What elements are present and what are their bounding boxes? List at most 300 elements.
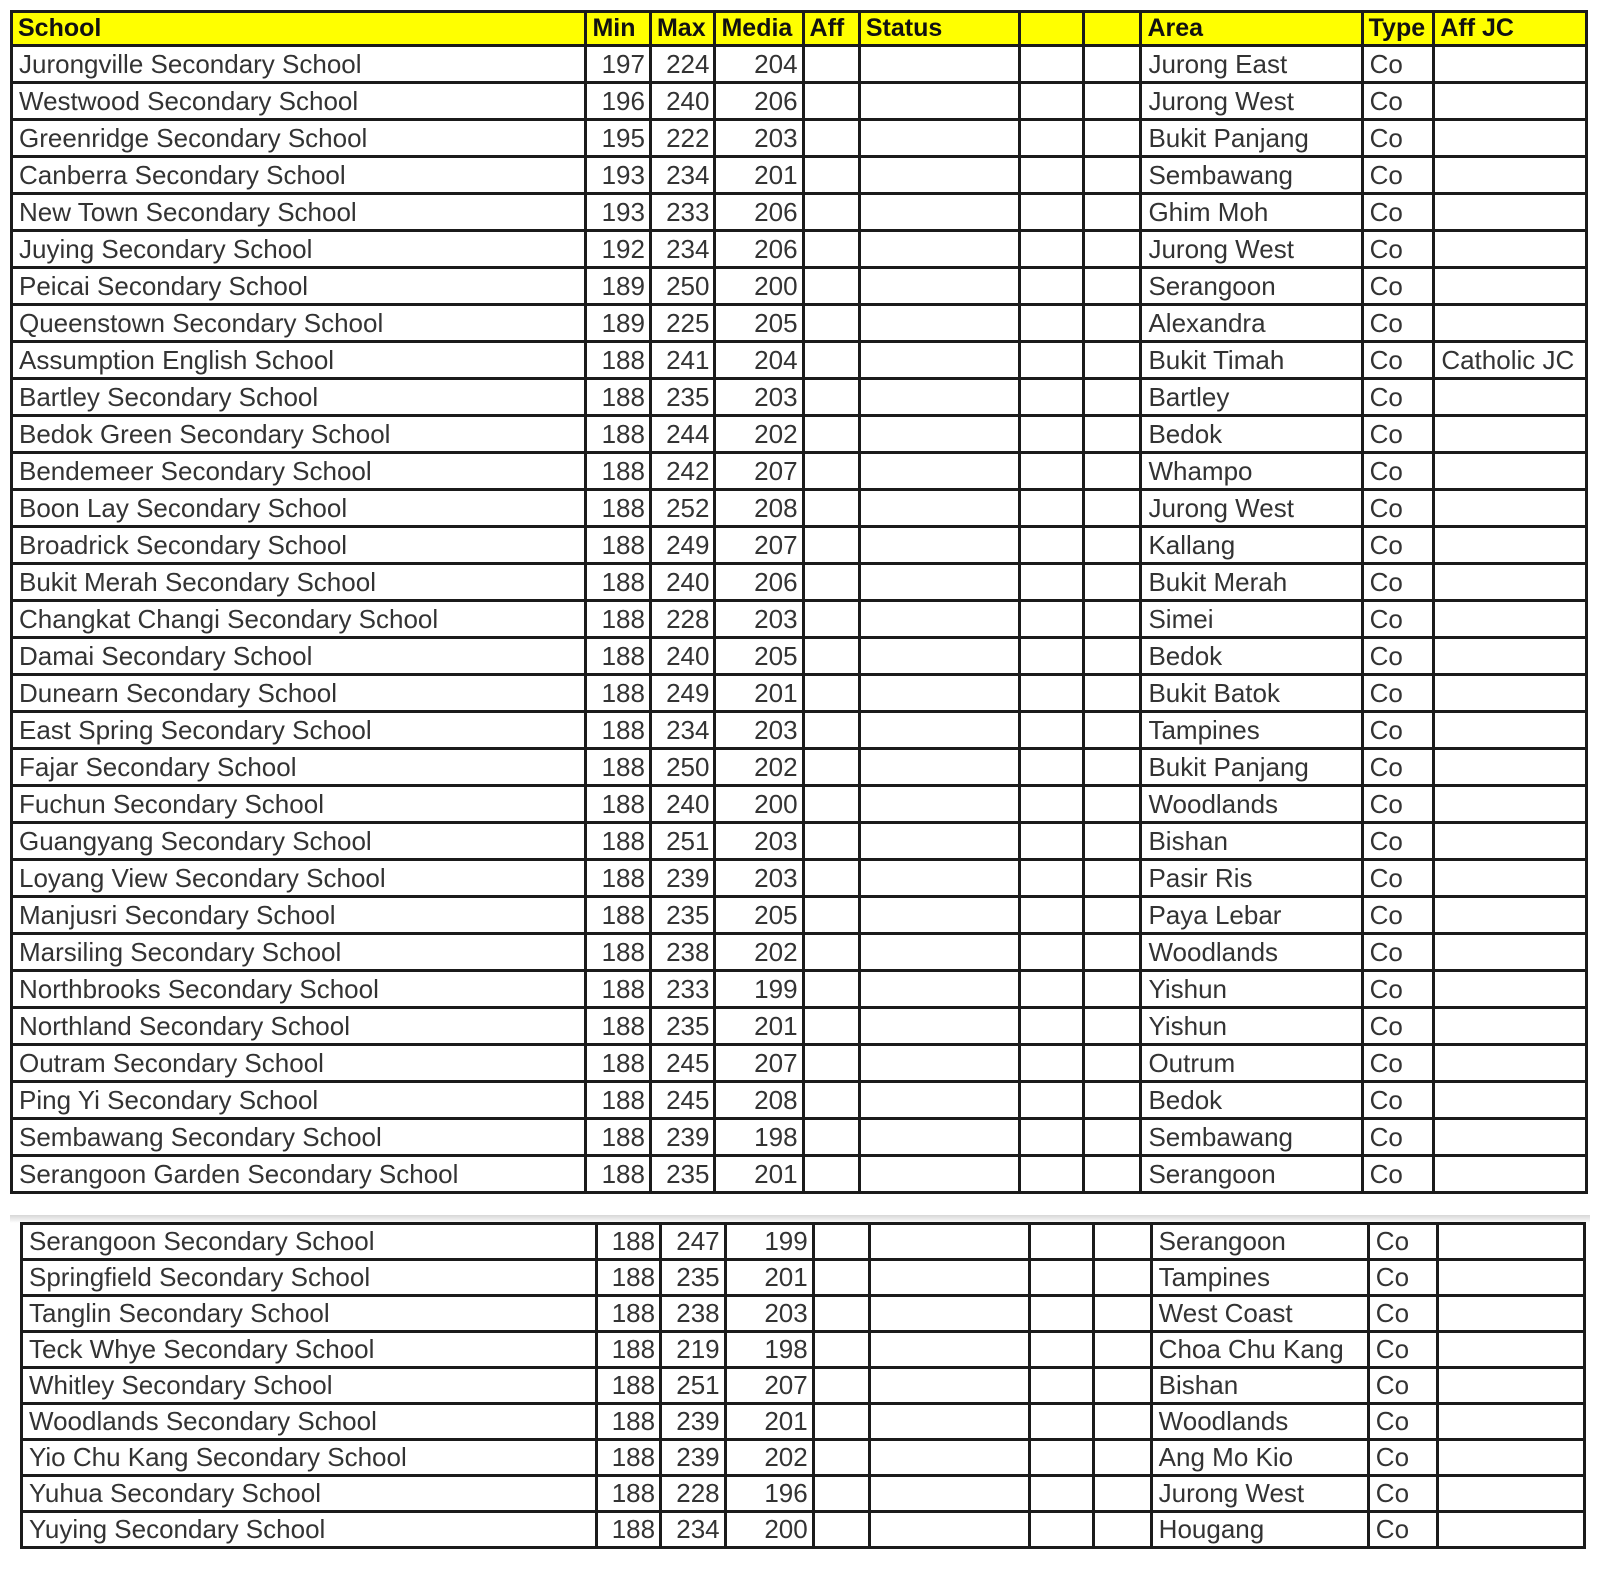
- median-cell: 203: [715, 120, 803, 157]
- type-cell: Co: [1368, 1404, 1438, 1440]
- area-cell: West Coast: [1151, 1296, 1368, 1332]
- aff-cell: [813, 1296, 869, 1332]
- min-cell: 189: [586, 268, 651, 305]
- area-cell: Bukit Batok: [1141, 675, 1362, 712]
- status-cell: [870, 1512, 1030, 1548]
- median-cell: 199: [725, 1224, 813, 1260]
- min-cell: 188: [596, 1476, 661, 1512]
- area-cell: Woodlands: [1151, 1404, 1368, 1440]
- median-cell: 202: [715, 416, 803, 453]
- aff-jc-cell: [1434, 453, 1587, 490]
- status-cell: [859, 342, 1019, 379]
- school-cell: Tanglin Secondary School: [22, 1296, 597, 1332]
- table-row: [12, 638, 1587, 675]
- table-row: [12, 342, 1587, 379]
- aff-jc-cell: [1434, 897, 1587, 934]
- max-cell: 249: [650, 675, 715, 712]
- aff-cell: [803, 786, 859, 823]
- blank-cell: [1084, 860, 1141, 897]
- type-cell: Co: [1368, 1512, 1438, 1548]
- median-cell: 204: [715, 46, 803, 83]
- table-row: [12, 231, 1587, 268]
- max-cell: 238: [661, 1296, 726, 1332]
- min-cell: 188: [586, 860, 651, 897]
- min-cell: 188: [586, 1045, 651, 1082]
- status-cell: [870, 1224, 1030, 1260]
- area-cell: Yishun: [1141, 971, 1362, 1008]
- status-cell: [859, 194, 1019, 231]
- table-row: [12, 46, 1587, 83]
- school-cell: Juying Secondary School: [12, 231, 586, 268]
- median-cell: 207: [715, 1045, 803, 1082]
- type-cell: Co: [1362, 934, 1434, 971]
- median-cell: 201: [715, 1008, 803, 1045]
- area-cell: Jurong East: [1141, 46, 1362, 83]
- min-cell: 188: [586, 712, 651, 749]
- aff-jc-cell: [1434, 1045, 1587, 1082]
- blank-cell: [1019, 749, 1084, 786]
- school-cell: Springfield Secondary School: [22, 1260, 597, 1296]
- type-cell: Co: [1362, 379, 1434, 416]
- table-row: [12, 83, 1587, 120]
- type-cell: Co: [1362, 83, 1434, 120]
- status-cell: [859, 1082, 1019, 1119]
- median-cell: 203: [725, 1296, 813, 1332]
- max-cell: 251: [661, 1368, 726, 1404]
- area-cell: Sembawang: [1141, 1119, 1362, 1156]
- aff-jc-cell: [1434, 638, 1587, 675]
- median-cell: 202: [715, 749, 803, 786]
- status-cell: [859, 638, 1019, 675]
- header-aff-jc: Aff JC: [1434, 12, 1587, 46]
- blank-cell: [1019, 83, 1084, 120]
- area-cell: Yishun: [1141, 1008, 1362, 1045]
- blank-cell: [1094, 1260, 1151, 1296]
- min-cell: 188: [596, 1332, 661, 1368]
- min-cell: 188: [596, 1260, 661, 1296]
- table-row: [12, 786, 1587, 823]
- blank-cell: [1094, 1368, 1151, 1404]
- max-cell: 234: [661, 1512, 726, 1548]
- aff-jc-cell: [1434, 1119, 1587, 1156]
- blank-cell: [1084, 527, 1141, 564]
- aff-cell: [803, 157, 859, 194]
- max-cell: 239: [650, 860, 715, 897]
- min-cell: 188: [596, 1224, 661, 1260]
- min-cell: 188: [586, 1156, 651, 1193]
- aff-jc-cell: Catholic JC: [1434, 342, 1587, 379]
- min-cell: 188: [586, 1008, 651, 1045]
- blank-cell: [1019, 934, 1084, 971]
- type-cell: Co: [1362, 416, 1434, 453]
- aff-cell: [803, 83, 859, 120]
- blank-cell: [1084, 601, 1141, 638]
- type-cell: Co: [1362, 860, 1434, 897]
- area-cell: Bukit Panjang: [1141, 749, 1362, 786]
- area-cell: Tampines: [1151, 1260, 1368, 1296]
- blank-cell: [1094, 1224, 1151, 1260]
- type-cell: Co: [1368, 1260, 1438, 1296]
- aff-cell: [813, 1368, 869, 1404]
- blank-cell: [1084, 749, 1141, 786]
- aff-cell: [803, 638, 859, 675]
- blank-cell: [1084, 1082, 1141, 1119]
- status-cell: [859, 675, 1019, 712]
- max-cell: 224: [650, 46, 715, 83]
- aff-cell: [803, 601, 859, 638]
- status-cell: [859, 268, 1019, 305]
- school-cell: Woodlands Secondary School: [22, 1404, 597, 1440]
- max-cell: 245: [650, 1045, 715, 1082]
- area-cell: Paya Lebar: [1141, 897, 1362, 934]
- blank-cell: [1019, 1045, 1084, 1082]
- type-cell: Co: [1362, 490, 1434, 527]
- blank-cell: [1019, 1008, 1084, 1045]
- median-cell: 207: [715, 453, 803, 490]
- max-cell: 244: [650, 416, 715, 453]
- aff-cell: [813, 1512, 869, 1548]
- aff-jc-cell: [1434, 120, 1587, 157]
- blank-cell: [1019, 1082, 1084, 1119]
- school-cell: Sembawang Secondary School: [12, 1119, 586, 1156]
- table-row: [12, 1119, 1587, 1156]
- type-cell: Co: [1362, 786, 1434, 823]
- area-cell: Pasir Ris: [1141, 860, 1362, 897]
- blank-cell: [1084, 453, 1141, 490]
- type-cell: Co: [1368, 1476, 1438, 1512]
- type-cell: Co: [1368, 1224, 1438, 1260]
- area-cell: Serangoon: [1141, 268, 1362, 305]
- type-cell: Co: [1362, 527, 1434, 564]
- median-cell: 200: [715, 786, 803, 823]
- aff-jc-cell: [1434, 823, 1587, 860]
- aff-cell: [803, 934, 859, 971]
- type-cell: Co: [1368, 1296, 1438, 1332]
- area-cell: Kallang: [1141, 527, 1362, 564]
- aff-cell: [803, 971, 859, 1008]
- table-row: [12, 379, 1587, 416]
- status-cell: [859, 712, 1019, 749]
- blank-cell: [1019, 786, 1084, 823]
- status-cell: [859, 749, 1019, 786]
- aff-jc-cell: [1434, 934, 1587, 971]
- max-cell: 235: [650, 1156, 715, 1193]
- max-cell: 249: [650, 527, 715, 564]
- max-cell: 241: [650, 342, 715, 379]
- blank-cell: [1084, 786, 1141, 823]
- median-cell: 201: [725, 1260, 813, 1296]
- aff-cell: [803, 823, 859, 860]
- table-row: [22, 1404, 1585, 1440]
- median-cell: 206: [715, 83, 803, 120]
- aff-jc-cell: [1434, 564, 1587, 601]
- blank-cell: [1084, 46, 1141, 83]
- status-cell: [859, 416, 1019, 453]
- aff-jc-cell: [1434, 712, 1587, 749]
- school-cell: Peicai Secondary School: [12, 268, 586, 305]
- blank-cell: [1019, 46, 1084, 83]
- median-cell: 205: [715, 305, 803, 342]
- median-cell: 200: [725, 1512, 813, 1548]
- area-cell: Bedok: [1141, 1082, 1362, 1119]
- table-row: [12, 453, 1587, 490]
- min-cell: 188: [586, 1119, 651, 1156]
- area-cell: Tampines: [1141, 712, 1362, 749]
- aff-cell: [803, 675, 859, 712]
- median-cell: 203: [715, 712, 803, 749]
- median-cell: 201: [715, 157, 803, 194]
- median-cell: 203: [715, 860, 803, 897]
- blank-cell: [1019, 601, 1084, 638]
- blank-cell: [1019, 823, 1084, 860]
- blank-cell: [1019, 971, 1084, 1008]
- blank-cell: [1019, 342, 1084, 379]
- table-row: [12, 1082, 1587, 1119]
- min-cell: 188: [586, 379, 651, 416]
- blank-cell: [1084, 712, 1141, 749]
- header-status: Status: [859, 12, 1019, 46]
- blank-cell: [1094, 1476, 1151, 1512]
- blank-cell: [1084, 83, 1141, 120]
- aff-cell: [803, 342, 859, 379]
- min-cell: 188: [596, 1512, 661, 1548]
- aff-cell: [813, 1404, 869, 1440]
- area-cell: Outrum: [1141, 1045, 1362, 1082]
- aff-cell: [803, 194, 859, 231]
- school-cell: Bendemeer Secondary School: [12, 453, 586, 490]
- median-cell: 206: [715, 231, 803, 268]
- min-cell: 188: [596, 1440, 661, 1476]
- type-cell: Co: [1362, 268, 1434, 305]
- aff-jc-cell: [1434, 416, 1587, 453]
- min-cell: 188: [586, 1082, 651, 1119]
- median-cell: 203: [715, 823, 803, 860]
- table-row: [12, 1045, 1587, 1082]
- status-cell: [859, 971, 1019, 1008]
- aff-jc-cell: [1434, 860, 1587, 897]
- blank-cell: [1084, 490, 1141, 527]
- aff-jc-cell: [1434, 305, 1587, 342]
- median-cell: 201: [715, 675, 803, 712]
- min-cell: 188: [586, 749, 651, 786]
- school-cell: Teck Whye Secondary School: [22, 1332, 597, 1368]
- median-cell: 201: [715, 1156, 803, 1193]
- school-cell: Northbrooks Secondary School: [12, 971, 586, 1008]
- aff-jc-cell: [1434, 194, 1587, 231]
- median-cell: 208: [715, 1082, 803, 1119]
- aff-jc-cell: [1434, 1082, 1587, 1119]
- aff-jc-cell: [1438, 1404, 1585, 1440]
- max-cell: 245: [650, 1082, 715, 1119]
- school-cell: Changkat Changi Secondary School: [12, 601, 586, 638]
- blank-cell: [1029, 1404, 1094, 1440]
- blank-cell: [1019, 305, 1084, 342]
- max-cell: 233: [650, 971, 715, 1008]
- blank-cell: [1029, 1512, 1094, 1548]
- blank-cell: [1084, 971, 1141, 1008]
- min-cell: 188: [596, 1368, 661, 1404]
- blank-cell: [1029, 1332, 1094, 1368]
- aff-jc-cell: [1434, 231, 1587, 268]
- header-school: School: [12, 12, 586, 46]
- blank-cell: [1094, 1296, 1151, 1332]
- type-cell: Co: [1362, 1008, 1434, 1045]
- blank-cell: [1084, 675, 1141, 712]
- header-blank-2: [1084, 12, 1141, 46]
- status-cell: [859, 601, 1019, 638]
- status-cell: [859, 786, 1019, 823]
- blank-cell: [1019, 860, 1084, 897]
- school-cell: Fuchun Secondary School: [12, 786, 586, 823]
- aff-cell: [813, 1260, 869, 1296]
- type-cell: Co: [1362, 638, 1434, 675]
- school-cell: Marsiling Secondary School: [12, 934, 586, 971]
- area-cell: Bedok: [1141, 416, 1362, 453]
- min-cell: 188: [586, 823, 651, 860]
- aff-cell: [803, 305, 859, 342]
- school-cell: Jurongville Secondary School: [12, 46, 586, 83]
- status-cell: [859, 823, 1019, 860]
- max-cell: 219: [661, 1332, 726, 1368]
- area-cell: Ghim Moh: [1141, 194, 1362, 231]
- status-cell: [859, 83, 1019, 120]
- blank-cell: [1019, 120, 1084, 157]
- table-row: [12, 490, 1587, 527]
- area-cell: Bishan: [1151, 1368, 1368, 1404]
- blank-cell: [1019, 897, 1084, 934]
- area-cell: Bartley: [1141, 379, 1362, 416]
- table-row: [12, 934, 1587, 971]
- area-cell: Whampo: [1141, 453, 1362, 490]
- min-cell: 188: [586, 490, 651, 527]
- school-cell: Broadrick Secondary School: [12, 527, 586, 564]
- min-cell: 188: [586, 638, 651, 675]
- median-cell: 207: [725, 1368, 813, 1404]
- header-aff: Aff: [803, 12, 859, 46]
- table-row: [12, 120, 1587, 157]
- area-cell: Choa Chu Kang: [1151, 1332, 1368, 1368]
- aff-cell: [803, 490, 859, 527]
- table-row: [12, 194, 1587, 231]
- school-cell: Westwood Secondary School: [12, 83, 586, 120]
- median-cell: 203: [715, 379, 803, 416]
- max-cell: 233: [650, 194, 715, 231]
- aff-jc-cell: [1438, 1296, 1585, 1332]
- school-cutoff-table-bottom: [20, 1222, 1586, 1549]
- aff-jc-cell: [1434, 675, 1587, 712]
- aff-cell: [803, 379, 859, 416]
- aff-cell: [813, 1224, 869, 1260]
- status-cell: [870, 1368, 1030, 1404]
- type-cell: Co: [1362, 897, 1434, 934]
- max-cell: 250: [650, 749, 715, 786]
- blank-cell: [1084, 1008, 1141, 1045]
- max-cell: 234: [650, 712, 715, 749]
- max-cell: 228: [650, 601, 715, 638]
- table-row: [12, 860, 1587, 897]
- school-cell: Guangyang Secondary School: [12, 823, 586, 860]
- aff-jc-cell: [1438, 1476, 1585, 1512]
- blank-cell: [1084, 1156, 1141, 1193]
- blank-cell: [1019, 453, 1084, 490]
- aff-jc-cell: [1438, 1368, 1585, 1404]
- blank-cell: [1019, 194, 1084, 231]
- table-row: [22, 1224, 1585, 1260]
- header-median: Media: [715, 12, 803, 46]
- school-cell: Bartley Secondary School: [12, 379, 586, 416]
- aff-cell: [813, 1476, 869, 1512]
- max-cell: 247: [661, 1224, 726, 1260]
- blank-cell: [1029, 1224, 1094, 1260]
- aff-cell: [803, 712, 859, 749]
- area-cell: Serangoon: [1151, 1224, 1368, 1260]
- median-cell: 196: [725, 1476, 813, 1512]
- max-cell: 239: [650, 1119, 715, 1156]
- status-cell: [859, 897, 1019, 934]
- type-cell: Co: [1362, 46, 1434, 83]
- table-row: [12, 157, 1587, 194]
- min-cell: 195: [586, 120, 651, 157]
- blank-cell: [1084, 897, 1141, 934]
- median-cell: 205: [715, 638, 803, 675]
- type-cell: Co: [1362, 194, 1434, 231]
- header-type: Type: [1362, 12, 1434, 46]
- blank-cell: [1019, 379, 1084, 416]
- type-cell: Co: [1368, 1368, 1438, 1404]
- table-row: [12, 1008, 1587, 1045]
- min-cell: 196: [586, 83, 651, 120]
- type-cell: Co: [1362, 601, 1434, 638]
- max-cell: 225: [650, 305, 715, 342]
- school-cell: Whitley Secondary School: [22, 1368, 597, 1404]
- median-cell: 199: [715, 971, 803, 1008]
- school-cell: Assumption English School: [12, 342, 586, 379]
- aff-cell: [803, 527, 859, 564]
- aff-cell: [803, 860, 859, 897]
- max-cell: 252: [650, 490, 715, 527]
- school-cell: Greenridge Secondary School: [12, 120, 586, 157]
- blank-cell: [1084, 194, 1141, 231]
- aff-cell: [803, 564, 859, 601]
- min-cell: 188: [586, 527, 651, 564]
- status-cell: [859, 1008, 1019, 1045]
- aff-jc-cell: [1438, 1440, 1585, 1476]
- aff-cell: [803, 231, 859, 268]
- school-cell: Canberra Secondary School: [12, 157, 586, 194]
- median-cell: 205: [715, 897, 803, 934]
- type-cell: Co: [1362, 564, 1434, 601]
- min-cell: 188: [596, 1296, 661, 1332]
- aff-jc-cell: [1434, 46, 1587, 83]
- status-cell: [870, 1476, 1030, 1512]
- aff-jc-cell: [1438, 1512, 1585, 1548]
- area-cell: Bukit Timah: [1141, 342, 1362, 379]
- table-row: [22, 1512, 1585, 1548]
- min-cell: 188: [586, 601, 651, 638]
- aff-jc-cell: [1434, 971, 1587, 1008]
- median-cell: 206: [715, 564, 803, 601]
- status-cell: [859, 231, 1019, 268]
- blank-cell: [1084, 120, 1141, 157]
- school-cell: Bedok Green Secondary School: [12, 416, 586, 453]
- aff-cell: [803, 416, 859, 453]
- type-cell: Co: [1362, 823, 1434, 860]
- header-max: Max: [650, 12, 715, 46]
- blank-cell: [1094, 1404, 1151, 1440]
- min-cell: 188: [586, 675, 651, 712]
- blank-cell: [1094, 1440, 1151, 1476]
- table-row: [12, 601, 1587, 638]
